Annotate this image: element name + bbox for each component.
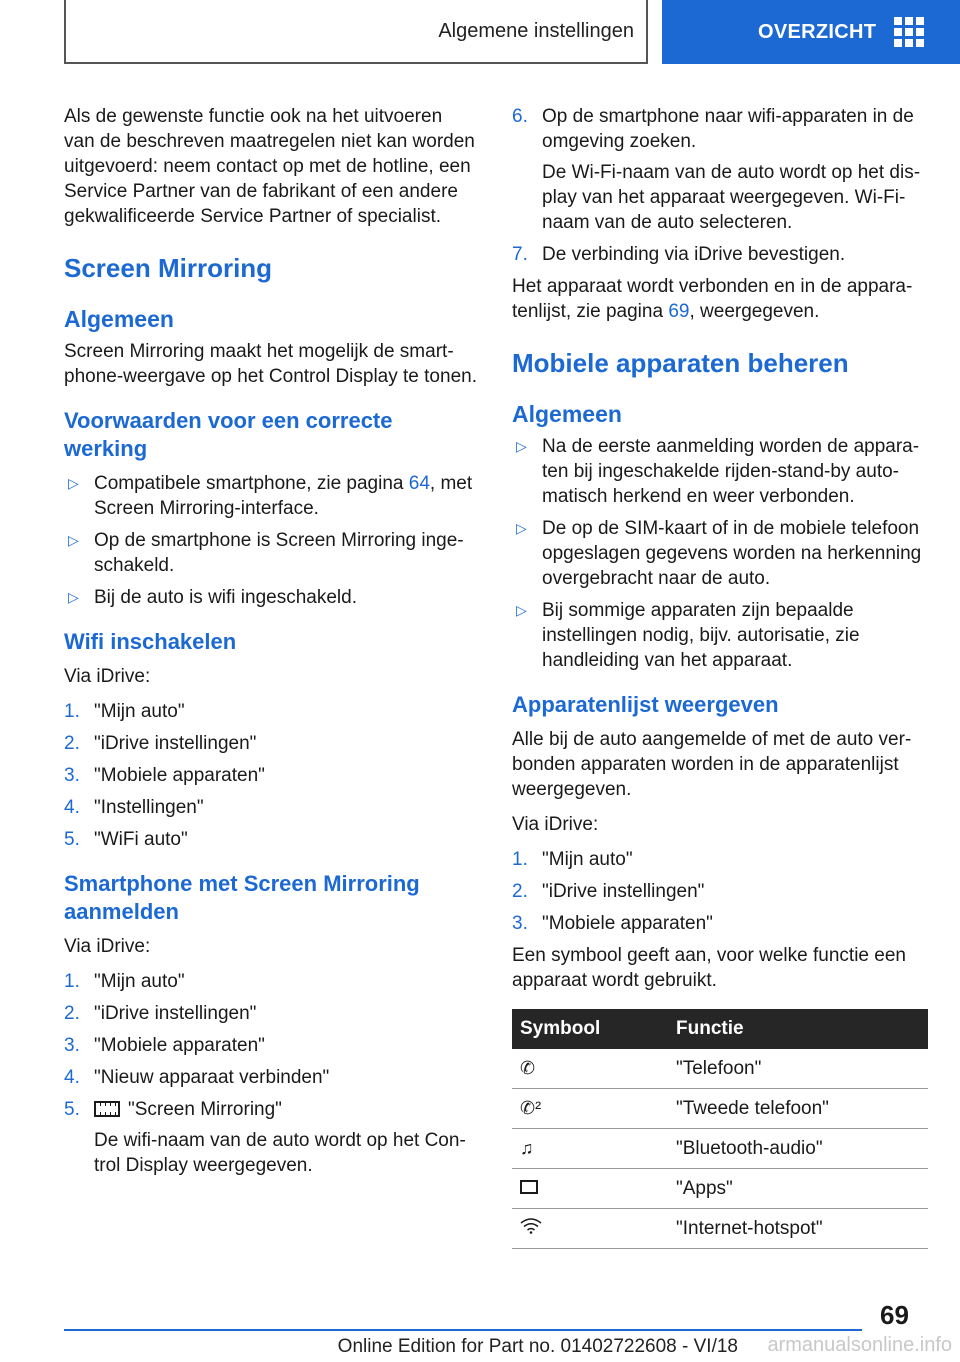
manage-bullets [512,434,928,673]
list-item: ▷ Na de eerste aanmelding worden de apparaten bij ingeschakelde rijden-stand-by automatisch herkend en weer verbonden. [516,436,920,507]
wifi-heading: Wifi inschakelen [64,629,237,654]
via-idrive-label: Via iDrive: [64,936,151,957]
section-header [64,0,648,64]
wifi-icon [520,1218,542,1234]
bullet-triangle-icon: ▷ [68,475,79,491]
page-number: 69 [880,1300,909,1330]
section-title: Algemene instellingen [438,19,634,42]
table-header-function: Functie [668,1009,928,1049]
page-link-69[interactable]: 69 [668,301,690,322]
overview-label: OVERZICHT [758,20,877,43]
intro-text: Als de gewenste functie ook na het uitvoeren van de beschreven maatregelen niet kan worden uitgevoerd: neem contact op met de hotline, een Service Partner van de fabrikant of een andere gekwalificeerde Service Partner of specialist. [64,106,475,227]
register-steps-continued [512,104,928,267]
list-item: 2. "iDrive instellingen" [64,733,257,754]
second-phone-icon: ✆² [520,1097,542,1118]
via-idrive-label: Via iDrive: [512,814,599,835]
list-item: 7. De verbinding via iDrive bevestigen. [512,244,846,265]
bullet-triangle-icon: ▷ [516,520,527,536]
symbol-text: Een symbool geeft aan, voor welke functie een apparaat wordt gebruikt. [512,945,906,991]
list-item: 3. "Mobiele apparaten" [64,1035,265,1056]
list-item: 3. "Mobiele apparaten" [64,765,265,786]
phone-icon: ✆ [520,1057,536,1078]
list-item: 4. "Nieuw apparaat verbinden" [64,1067,330,1088]
general-heading: Algemeen [512,401,622,427]
step-note: De wifi-naam van de auto wordt op het Control Display weergegeven. [94,1130,466,1176]
screen-mirroring-title: Screen Mirroring [64,253,273,283]
table-row: "Internet-hotspot" [512,1209,928,1249]
left-column [64,104,478,1185]
bullet-triangle-icon: ▷ [516,438,527,454]
table-row: ♫ "Bluetooth-audio" [512,1129,928,1169]
general-text: Screen Mirroring maakt het mogelijk de smartphone-weergave op het Control Display te tonen. [64,341,477,387]
step-note: De Wi-Fi-naam van de auto wordt op het display van het apparaat weergegeven. Wi-Fi-naam van de auto selecteren. [542,162,921,233]
table-row: "Apps" [512,1169,928,1209]
register-steps [64,969,478,1178]
watermark: armanualsonline.info [767,1334,952,1356]
device-list-text: Alle bij de auto aangemelde of met de auto verbonden apparaten worden in de apparatenlijst weergegeven. [512,729,912,800]
list-item: 5. "Screen Mirroring" De wifi-naam van de auto wordt op het Control Display weergegeven. [64,1097,478,1178]
right-column [512,104,928,1249]
grid-icon [894,17,924,47]
bullet-triangle-icon: ▷ [68,532,79,548]
requirements-list [64,471,478,610]
via-idrive-label: Via iDrive: [64,666,151,687]
list-item: 6. Op de smartphone naar wifi-apparaten in de omgeving zoeken. De Wi-Fi-naam van de auto wordt op het display van het apparaat weergegeven. Wi-Fi-naam van de auto selecteren. [512,104,928,235]
apps-icon [520,1180,538,1194]
list-item: 1. "Mijn auto" [512,849,633,870]
list-item: 2. "iDrive instellingen" [512,881,705,902]
bullet-triangle-icon: ▷ [68,589,79,605]
overview-button[interactable] [662,0,960,64]
list-item: 2. "iDrive instellingen" [64,1003,257,1024]
list-item: 3. "Mobiele apparaten" [512,913,713,934]
bullet-triangle-icon: ▷ [516,602,527,618]
footer-divider [64,1329,862,1331]
edition-text: Online Edition for Part no. 01402722608 - VI/18 [337,1336,738,1357]
manage-devices-title: Mobiele apparaten beheren [512,348,849,378]
wifi-steps [64,699,478,852]
list-item: ▷ Compatibele smartphone, zie pagina 64, met Screen Mirroring-interface. [68,473,473,519]
list-item: ▷ De op de SIM-kaart of in de mobiele telefoon opgeslagen gegevens worden na herkenning overgebracht naar de auto. [516,518,922,589]
table-row: ✆ "Telefoon" [512,1049,928,1089]
general-heading: Algemeen [64,306,174,332]
page-link-64[interactable]: 64 [408,473,430,494]
table-row: ✆² "Tweede telefoon" [512,1089,928,1129]
device-list-steps [512,847,928,936]
music-note-icon: ♫ [520,1137,534,1158]
list-item: 1. "Mijn auto" [64,971,185,992]
result-text: Het apparaat wordt verbonden en in de apparatenlijst, zie pagina 69, weergegeven. [512,276,913,322]
list-item: 4. "Instellingen" [64,797,204,818]
table-header-symbol: Symbool [512,1009,668,1049]
list-item: 1. "Mijn auto" [64,701,185,722]
screen-mirroring-icon [94,1101,120,1117]
register-heading: Smartphone met Screen Mirroring aanmelden [64,871,420,924]
requirements-heading: Voorwaarden voor een correcte werking [64,408,393,461]
list-item: ▷ Bij de auto is wifi ingeschakeld. [68,587,357,608]
device-list-heading: Apparatenlijst weergeven [512,692,779,717]
list-item: 5. "WiFi auto" [64,829,188,850]
list-item: ▷ Bij sommige apparaten zijn bepaalde instellingen nodig, bijv. autorisatie, zie handleiding van het apparaat. [516,600,860,671]
symbol-table [512,1009,928,1249]
list-item: ▷ Op de smartphone is Screen Mirroring ingeschakeld. [68,530,464,576]
